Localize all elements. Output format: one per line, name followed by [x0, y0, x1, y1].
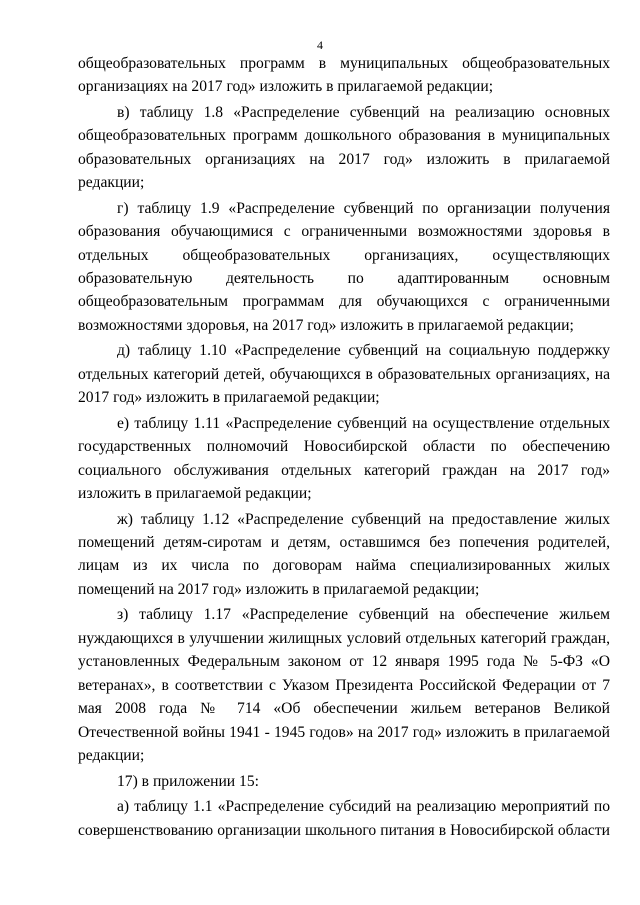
- paragraph-item-z: з) таблицу 1.17 «Распределение субвенций на обеспечение жильем нуждающихся в улучшении жилищных условий отдельных категорий граждан, установленных Федеральным законом от 12 января 1995 года № 5-ФЗ «О ветеранах», в соответствии с Указом Президента Российской Федерации от 7 мая 2008 года № 714 «Об обеспечении жильем ветеранов Великой Отечественной войны 1941 - 1945 годов» на 2017 год» изложить в прилагаемой редакции;: [78, 606, 610, 764]
- page-number: 4: [317, 38, 323, 52]
- paragraph-item-a: а) таблицу 1.1 «Распределение субсидий на реализацию мероприятий по совершенствованию организации школьного питания в Новосибирской области: [78, 798, 610, 839]
- paragraph-continuation: общеобразовательных программ в муниципальных общеобразовательных организациях на 2017 год» изложить в прилагаемой редакции;: [78, 55, 610, 96]
- document-body: [78, 52, 610, 844]
- paragraph-item-e: е) таблицу 1.11 «Распределение субвенций на осуществление отдельных государственных полномочий Новосибирской области по обеспечению социального обслуживания отдельных категорий граждан на 2017 год» изложить в прилагаемой редакции;: [78, 414, 610, 503]
- paragraph-item-v: в) таблицу 1.8 «Распределение субвенций на реализацию основных общеобразовательных программ дошкольного образования в муниципальных образовательных организациях на 2017 год» изложить в прилагаемой редакции;: [78, 104, 610, 192]
- paragraph-item-g: г) таблицу 1.9 «Распределение субвенций по организации получения образования обучающимися с ограниченными возможностями здоровья в отдельных общеобразовательных организациях, осуществляющих образовательную деятельность по адаптированным основным общеобразовательным программам для обучающихся с ограниченными возможностями здоровья, на 2017 год» изложить в прилагаемой редакции;: [78, 199, 610, 334]
- paragraph-item-d: д) таблицу 1.10 «Распределение субвенций на социальную поддержку отдельных категорий детей, обучающихся в образовательных организациях, на 2017 год» изложить в прилагаемой редакции;: [78, 342, 610, 407]
- paragraph-item-17: 17) в приложении 15:: [117, 772, 259, 790]
- paragraph-item-zh: ж) таблицу 1.12 «Распределение субвенций на предоставление жилых помещений детям-сиротам и детям, оставшимся без попечения родителей, лицам из их числа по договорам найма специализированных жилых помещений на 2017 год» изложить в прилагаемой редакции;: [78, 510, 610, 598]
